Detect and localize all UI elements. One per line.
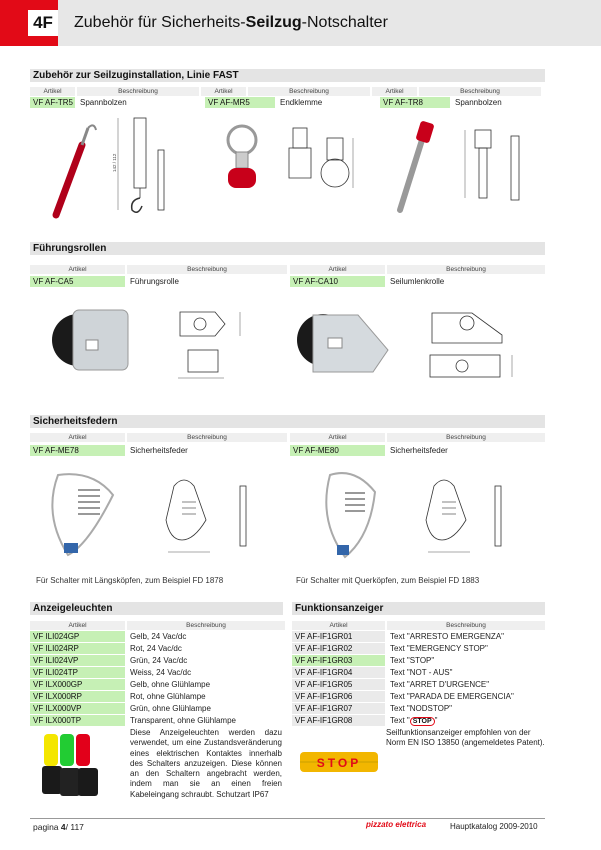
table-row [30, 97, 201, 108]
end-clamp-photo [218, 118, 276, 198]
tension-bolt-2-drawing [455, 118, 535, 213]
table-header [30, 433, 289, 442]
catalog-label: Hauptkatalog 2009-2010 [450, 822, 538, 831]
article-desc: Spannbolzen [455, 98, 502, 107]
col-description: Beschreibung [127, 621, 285, 630]
table-row [30, 679, 283, 690]
article-code: VF ILI024GP [30, 631, 125, 642]
tension-bolt-drawing [112, 110, 172, 220]
col-article: Artikel [30, 621, 125, 630]
table-row [30, 643, 283, 654]
article-desc: Rot, 24 Vac/dc [130, 644, 182, 653]
table-row [292, 691, 545, 702]
col-description: Beschreibung [248, 87, 370, 96]
stop-sign-text: STOP [316, 756, 362, 770]
chapter-label: 4F [28, 10, 58, 36]
col-article: Artikel [290, 433, 385, 442]
tension-bolt-photo [48, 120, 100, 220]
table-row [292, 679, 545, 690]
safety-spring-1-photo [38, 465, 128, 565]
article-code: VF ILI024RP [30, 643, 125, 654]
article-desc: Grün, ohne Glühlampe [130, 704, 211, 713]
col-article: Artikel [372, 87, 417, 96]
article-desc: Spannbolzen [80, 98, 127, 107]
article-code: VF AF-TR8 [380, 97, 450, 108]
brand-logo: pizzato elettrica [366, 820, 427, 829]
table-row [30, 715, 283, 726]
spring-1-caption: Für Schalter mit Längsköpfen, zum Beispiel FD 1878 [36, 576, 224, 585]
section-title-lamps: Anzeigeleuchten [30, 602, 283, 615]
footer-divider [30, 818, 545, 819]
article-desc: Führungsrolle [130, 277, 179, 286]
article-desc: Gelb, ohne Glühlampe [130, 680, 211, 689]
article-code: VF AF-IF1GR06 [292, 691, 385, 702]
stop-sign-photo [298, 748, 380, 776]
table-row [292, 715, 545, 726]
end-clamp-drawing [285, 118, 365, 203]
article-code: VF AF-CA10 [290, 276, 385, 287]
table-header [30, 621, 287, 630]
deflection-pulley-drawing [412, 293, 532, 393]
tension-bolt-2-photo [390, 120, 440, 220]
table-row [30, 691, 283, 702]
indicators-description: Seilfunktionsanzeiger empfohlen von der Norm EN ISO 13850 (angemeldetes Patent). [386, 728, 545, 748]
table-row [292, 643, 545, 654]
article-code: VF AF-IF1GR07 [292, 703, 385, 714]
article-desc: Weiss, 24 Vac/dc [130, 668, 192, 677]
section-title-indicators: Funktionsanzeiger [292, 602, 545, 615]
guide-roller-drawing [170, 298, 260, 388]
article-desc: Endklemme [280, 98, 323, 107]
spring-2-caption: Für Schalter mit Querköpfen, zum Beispiel FD 1883 [296, 576, 480, 585]
page-title: Zubehör für Sicherheits-Seilzug-Notschalter [74, 14, 388, 31]
table-row [380, 97, 547, 108]
article-code: VF AF-TR5 [30, 97, 75, 108]
table-header [30, 87, 543, 96]
article-desc: Sicherheitsfeder [390, 446, 448, 455]
table-header [292, 621, 547, 630]
col-description: Beschreibung [387, 433, 545, 442]
article-code: VF ILX000GP [30, 679, 125, 690]
article-code: VF ILX000RP [30, 691, 125, 702]
guide-roller-photo [48, 300, 138, 380]
article-code: VF ILI024TP [30, 667, 125, 678]
article-code: VF AF-MR5 [205, 97, 275, 108]
article-desc: Seilumlenkrolle [390, 277, 445, 286]
article-desc: Text " STOP " [390, 716, 438, 725]
article-code: VF AF-IF1GR05 [292, 679, 385, 690]
article-code: VF AF-CA5 [30, 276, 125, 287]
col-article: Artikel [30, 87, 75, 96]
article-code: VF AF-ME80 [290, 445, 385, 456]
safety-spring-2-drawing [420, 470, 530, 565]
stop-symbol-icon: STOP [410, 717, 435, 726]
safety-spring-1-drawing [160, 470, 270, 565]
article-code: VF ILX000VP [30, 703, 125, 714]
col-article: Artikel [30, 265, 125, 274]
table-row [290, 445, 545, 456]
col-article: Artikel [292, 621, 385, 630]
col-description: Beschreibung [77, 87, 199, 96]
article-desc: Gelb, 24 Vac/dc [130, 632, 187, 641]
table-row [30, 703, 283, 714]
section-title-springs: Sicherheitsfedern [30, 415, 545, 428]
col-article: Artikel [290, 265, 385, 274]
col-article: Artikel [201, 87, 246, 96]
col-description: Beschreibung [419, 87, 541, 96]
article-desc: Text "ARRET D'URGENCE" [390, 680, 490, 689]
article-code: VF AF-ME78 [30, 445, 125, 456]
col-description: Beschreibung [387, 621, 545, 630]
table-row [292, 631, 545, 642]
indicator-lamps-photo [38, 730, 118, 800]
table-header [290, 433, 547, 442]
article-desc: Text "STOP" [390, 656, 435, 665]
table-row [292, 703, 545, 714]
col-description: Beschreibung [127, 265, 287, 274]
section-title-rollers: Führungsrollen [30, 242, 545, 255]
article-code: VF AF-IF1GR04 [292, 667, 385, 678]
article-desc: Text "PARADA DE EMERGENCIA" [390, 692, 514, 701]
article-desc: Transparent, ohne Glühlampe [130, 716, 236, 725]
section-title-fast: Zubehör zur Seilzuginstallation, Linie FAST [30, 69, 545, 82]
table-row [30, 667, 283, 678]
table-row [30, 276, 287, 287]
table-row [292, 667, 545, 678]
article-desc: Text "NOT - AUS" [390, 668, 453, 677]
article-code: VF ILI024VP [30, 655, 125, 666]
article-code: VF AF-IF1GR08 [292, 715, 385, 726]
table-row [30, 655, 283, 666]
table-row [205, 97, 377, 108]
lamps-description: Diese Anzeigeleuchten werden dazu verwendet, um eine Zustandsveränderung eines elektrischen Kontaktes innerhalb des Schalters anzuzeigen. Diese können an den Schaltern angebracht werden, indem man sie an einen freien Kabeleingang schraubt. Schutzart IP67 [130, 728, 282, 799]
article-desc: Text "NODSTOP" [390, 704, 452, 713]
table-row [292, 655, 545, 666]
article-code: VF ILX000TP [30, 715, 125, 726]
article-desc: Text "ARRESTO EMERGENZA" [390, 632, 504, 641]
table-header [30, 265, 289, 274]
article-desc: Text "EMERGENCY STOP" [390, 644, 488, 653]
page-number: pagina 4/ 117 [33, 822, 84, 832]
svg-text:142 / 112: 142 / 112 [112, 153, 117, 172]
article-code: VF AF-IF1GR02 [292, 643, 385, 654]
article-code: VF AF-IF1GR01 [292, 631, 385, 642]
col-description: Beschreibung [127, 433, 287, 442]
table-row [290, 276, 545, 287]
safety-spring-2-photo [315, 465, 390, 565]
col-description: Beschreibung [387, 265, 545, 274]
article-desc: Rot, ohne Glühlampe [130, 692, 206, 701]
article-desc: Grün, 24 Vac/dc [130, 656, 188, 665]
col-article: Artikel [30, 433, 125, 442]
deflection-pulley-photo [293, 300, 393, 380]
table-row [30, 445, 287, 456]
table-header [290, 265, 547, 274]
article-code: VF AF-IF1GR03 [292, 655, 385, 666]
article-desc: Sicherheitsfeder [130, 446, 188, 455]
table-row [30, 631, 283, 642]
